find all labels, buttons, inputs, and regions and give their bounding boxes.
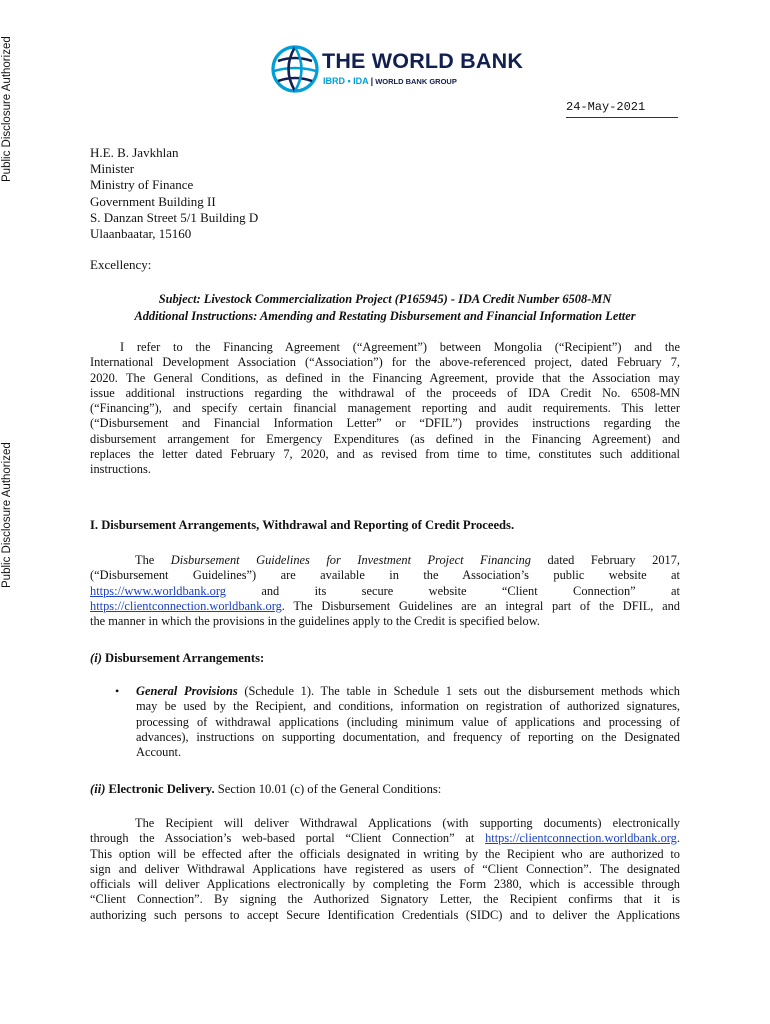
address-line: Ministry of Finance — [90, 177, 194, 193]
paragraph-line: advances), instructions on supporting documentation, and frequency of reporting on the Designated — [136, 729, 680, 744]
paragraph-line: disbursement arrangement for Emergency Expenditures (as defined in the Financing Agreement) and — [90, 431, 680, 446]
text-run: . The Disbursement Guidelines are an integral part of the DFIL, and — [281, 598, 680, 613]
text-run: Section 10.01 (c) of the General Conditions: — [214, 782, 442, 796]
address-line: Government Building II — [90, 193, 216, 209]
logo-separator: | — [370, 76, 374, 86]
side-label-public-disclosure: Public Disclosure Authorized — [1, 442, 13, 588]
electronic-delivery-paragraph — [90, 816, 680, 923]
paragraph-line: instructions. — [90, 462, 151, 477]
paragraph-line: issue additional instructions regarding the withdrawal of the proceeds of IDA Credit No. 6508-MN — [90, 385, 680, 400]
subject-block — [90, 291, 680, 325]
text-run: The — [135, 553, 171, 567]
paragraph-line: Account. — [136, 745, 182, 760]
paragraph-line: may be used by the Recipient, and conditions, information on registration of authorized signatures, — [136, 699, 680, 714]
disbursement-guidelines-paragraph — [90, 553, 680, 629]
subsection-number: (ii) — [90, 782, 106, 796]
subsection-number: (i) — [90, 651, 102, 665]
recipient-address — [90, 145, 258, 242]
paragraph-line: the manner in which the provisions in the guidelines apply to the Credit is specified below. — [90, 614, 540, 629]
paragraph-line: sign and deliver Withdrawal Applications have registered as users of “Client Connection”. The designated — [90, 861, 680, 876]
text-run: (Schedule 1). The table in Schedule 1 sets out the disbursement methods which — [237, 684, 680, 698]
world-bank-logo — [270, 44, 524, 96]
address-line: Minister — [90, 161, 135, 177]
paragraph-line: The Recipient will deliver Withdrawal Applications (with supporting documents) electronically — [135, 816, 680, 830]
paragraph-line: officials will deliver Applications electronically by completing the Form 2380, which is accessible through — [90, 877, 680, 892]
client-connection-link[interactable]: https://clientconnection.worldbank.org — [90, 598, 282, 613]
subject-line: Subject: Livestock Commercialization Project (P165945) - IDA Credit Number 6508-MN — [158, 292, 612, 306]
text-run: through the Association’s web-based portal “Client Connection” at — [90, 831, 486, 846]
subsection-title: Disbursement Arrangements: — [101, 651, 265, 665]
logo-subtitle — [323, 76, 457, 86]
salutation: Excellency: — [90, 257, 152, 272]
paragraph-line: “Client Connection”. By signing the Authorized Signatory Letter, the Recipient confirms that it is — [90, 892, 680, 907]
text-run: . — [676, 831, 680, 846]
address-line: Ulaanbaatar, 15160 — [90, 226, 192, 242]
general-provisions-paragraph — [136, 684, 680, 760]
paragraph-line — [90, 599, 680, 614]
subject-line: Additional Instructions: Amending and Restating Disbursement and Financial Information Letter — [134, 309, 636, 323]
paragraph-line: (“Financing”), and specify certain financial management reporting and audit requirements. This letter — [90, 401, 680, 416]
client-connection-link[interactable]: https://clientconnection.worldbank.org — [485, 831, 677, 846]
globe-icon — [270, 44, 320, 94]
subsection-heading-electronic-delivery — [90, 782, 441, 797]
address-line: S. Danzan Street 5/1 Building D — [90, 209, 259, 225]
address-line: H.E. B. Javkhlan — [90, 145, 179, 160]
text-run: dated February 2017, — [531, 553, 681, 567]
logo-world-bank-group: WORLD BANK GROUP — [375, 77, 457, 86]
paragraph-line: replaces the letter dated February 7, 2020, and as revised from time to time, constitutes such additional — [90, 447, 680, 462]
paragraph-line: processing of withdrawal applications (including minimum value of applications and processing of — [136, 714, 680, 729]
paragraph-line: This option will be effected after the officials designated in writing by the Recipient who are authorized to — [90, 846, 680, 861]
logo-ibrd-ida: IBRD • IDA — [323, 76, 369, 86]
paragraph-line: (“Disbursement and Financial Information Letter” or “DFIL”) provides instructions regarding the — [90, 416, 680, 431]
side-label-public-disclosure: Public Disclosure Authorized — [1, 36, 13, 182]
paragraph-line: 2020. The General Conditions, as defined in the Financing Agreement, provide that the Association may — [90, 370, 680, 385]
paragraph-line: I refer to the Financing Agreement (“Agreement”) between Mongolia (“Recipient”) and the — [120, 340, 680, 354]
paragraph-line: authorizing such persons to accept Secure Identification Credentials (SIDC) and to deliver the Applications — [90, 907, 680, 922]
intro-paragraph — [90, 340, 680, 478]
letter-date: 24-May-2021 — [566, 100, 678, 118]
paragraph-line: International Development Association (“Association”) for the above-referenced project, dated February 7, — [90, 355, 680, 370]
bullet-icon: • — [115, 684, 120, 698]
general-provisions-title: General Provisions — [136, 684, 238, 698]
section-heading: I. Disbursement Arrangements, Withdrawal and Reporting of Credit Proceeds. — [90, 518, 515, 532]
subsection-title: Electronic Delivery. — [105, 782, 215, 796]
paragraph-line — [90, 584, 680, 599]
paragraph-line — [90, 831, 680, 846]
paragraph-line — [136, 684, 680, 699]
text-run: and its secure website “Client Connection” at — [225, 583, 680, 598]
paragraph-line — [90, 553, 680, 568]
guidelines-title: Disbursement Guidelines for Investment Project Financing — [170, 553, 531, 567]
worldbank-link[interactable]: https://www.worldbank.org — [90, 583, 226, 598]
paragraph-line: (“Disbursement Guidelines”) are available in the Association’s public website at — [90, 568, 680, 583]
subsection-heading-disbursement — [90, 651, 264, 666]
logo-title: THE WORLD BANK — [322, 49, 524, 73]
